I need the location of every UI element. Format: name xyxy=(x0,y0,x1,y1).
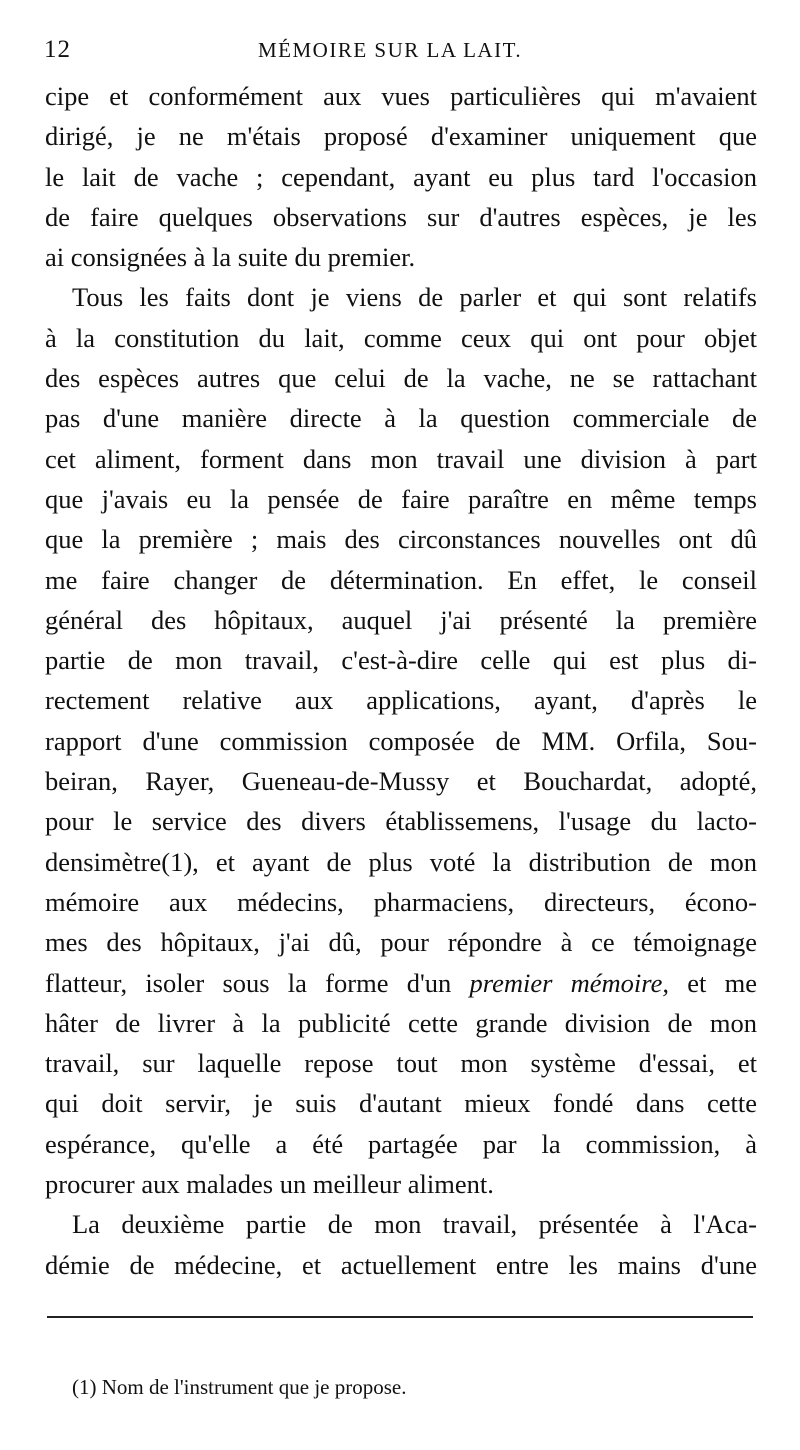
text-line: le lait de vache ; cependant, ayant eu plus tard l'occasion xyxy=(45,161,757,192)
text-line: mémoire aux médecins, pharmaciens, directeurs, écono- xyxy=(45,886,757,917)
text-fragment: et me xyxy=(687,967,757,998)
paragraph-first-line: Tous les faits dont je viens de parler et qui sont relatifs xyxy=(72,282,757,313)
text-line: démie de médecine, et actuellement entre les mains d'une xyxy=(45,1249,757,1280)
text-line: que la première ; mais des circonstances nouvelles ont dû xyxy=(45,524,757,555)
text-line: général des hôpitaux, auquel j'ai présenté la première xyxy=(45,604,757,635)
text-line: mes des hôpitaux, j'ai dû, pour répondre à ce témoignage xyxy=(45,927,757,958)
text-line: procurer aux malades un meilleur aliment. xyxy=(45,1169,494,1200)
text-fragment: flatteur, isoler sous la forme d'un xyxy=(45,967,452,998)
text-line: me faire changer de détermination. En effet, le conseil xyxy=(45,564,757,595)
text-line: rectement relative aux applications, ayant, d'après le xyxy=(45,685,757,716)
text-line: hâter de livrer à la publicité cette grande division de mon xyxy=(45,1007,757,1038)
text-line: de faire quelques observations sur d'autres espèces, je les xyxy=(45,201,757,232)
text-line: rapport d'une commission composée de MM. Orfila, Sou- xyxy=(45,725,757,756)
running-head: MÉMOIRE SUR LA LAIT. xyxy=(258,38,523,62)
text-line: partie de mon travail, c'est-à-dire celle qui est plus di- xyxy=(45,645,757,676)
text-line: dirigé, je ne m'étais proposé d'examiner uniquement que xyxy=(45,121,757,152)
text-line: pour le service des divers établissemens, l'usage du lacto- xyxy=(45,806,757,837)
text-line: ai consignées à la suite du premier. xyxy=(45,242,416,273)
text-line: pas d'une manière directe à la question commerciale de xyxy=(45,403,757,434)
footnote-rule xyxy=(47,1316,753,1318)
text-line: cipe et conformément aux vues particulières qui m'avaient xyxy=(45,81,757,111)
page-number: 12 xyxy=(44,36,71,63)
footnote: (1) Nom de l'instrument que je propose. xyxy=(72,1375,407,1399)
text-line: densimètre(1), et ayant de plus voté la distribution de mon xyxy=(45,846,757,877)
text-line: cet aliment, forment dans mon travail une division à part xyxy=(45,443,757,474)
text-line-with-italic xyxy=(45,963,757,1003)
text-line: des espèces autres que celui de la vache, ne se rattachant xyxy=(45,363,757,394)
text-line: qui doit servir, je suis d'autant mieux fondé dans cette xyxy=(45,1088,757,1119)
text-line: travail, sur laquelle repose tout mon système d'essai, et xyxy=(45,1048,757,1079)
body-text xyxy=(45,76,757,1285)
paragraph-first-line: La deuxième partie de mon travail, présentée à l'Aca- xyxy=(72,1209,757,1240)
text-line: que j'avais eu la pensée de faire paraître en même temps xyxy=(45,483,757,514)
italic-title: premier mémoire, xyxy=(469,967,670,998)
page-header xyxy=(38,36,762,70)
text-line: beiran, Rayer, Gueneau-de-Mussy et Bouchardat, adopté, xyxy=(45,766,757,797)
text-line: à la constitution du lait, comme ceux qui ont pour objet xyxy=(45,322,757,353)
text-line: espérance, qu'elle a été partagée par la commission, à xyxy=(45,1128,757,1159)
